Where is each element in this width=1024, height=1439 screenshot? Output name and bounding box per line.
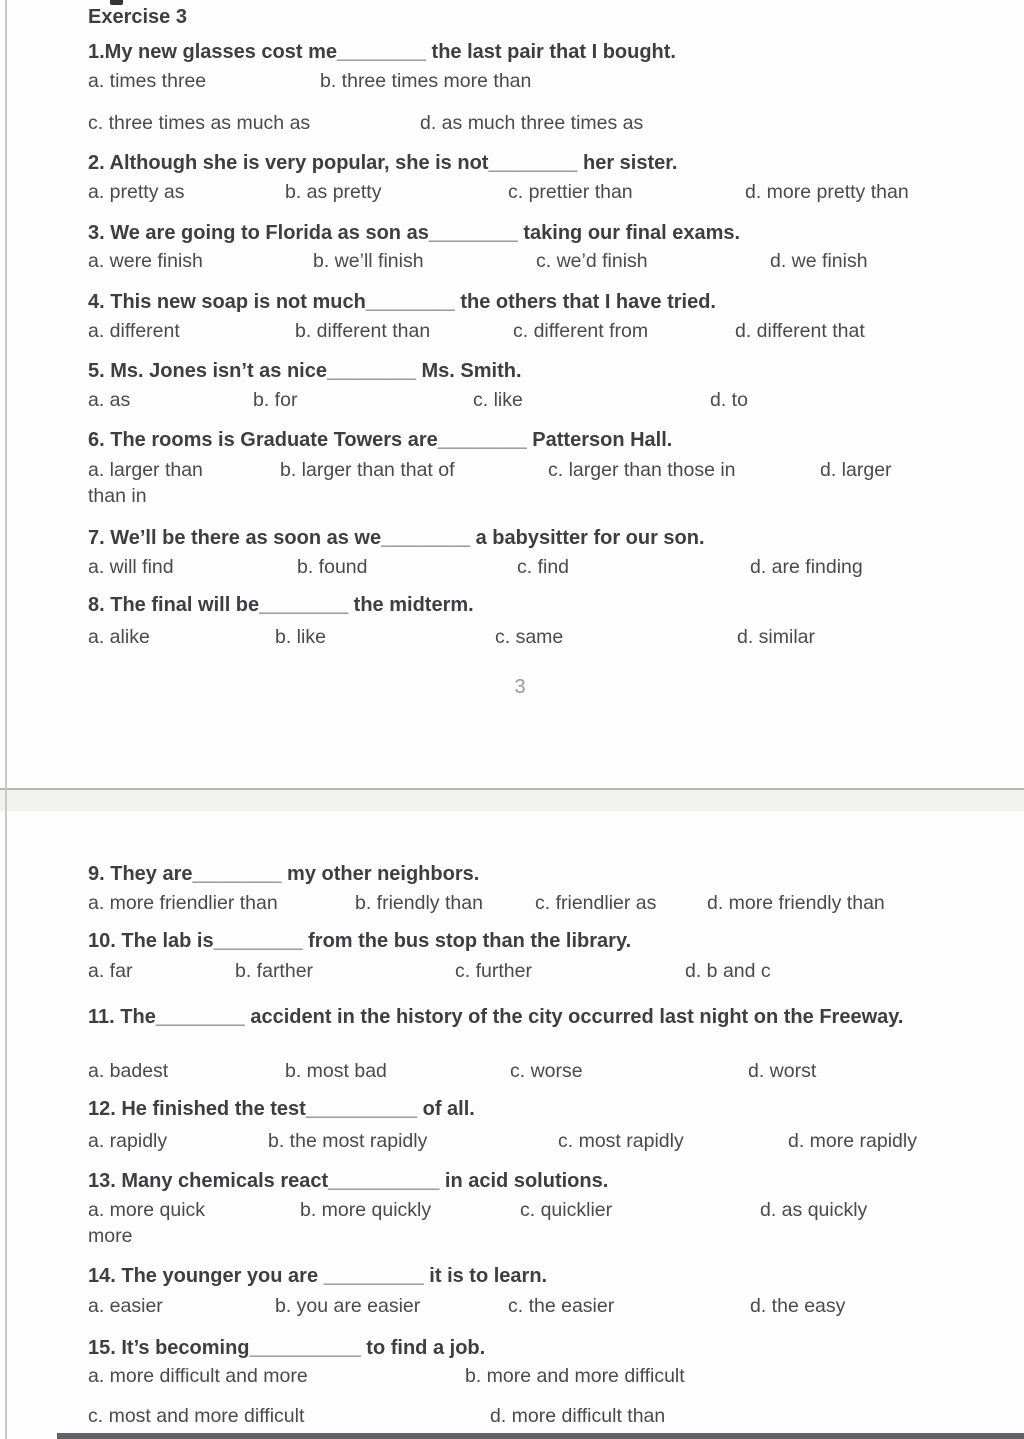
option-a: a. as — [88, 389, 131, 411]
option-d: d. to — [710, 389, 748, 411]
question-5-options — [88, 389, 1024, 415]
option-a: a. far — [88, 960, 133, 982]
option-d: d. more pretty than — [745, 181, 909, 203]
next-page-edge — [57, 1433, 1024, 1439]
option-a: a. more friendlier than — [88, 892, 278, 914]
option-d: d. we finish — [770, 250, 868, 272]
option-c: c. further — [455, 960, 532, 982]
option-c: c. most rapidly — [558, 1130, 684, 1152]
option-c: c. three times as much as — [88, 112, 311, 134]
question-11-text: 11. The________ accident in the history of the city occurred last night on the Freeway. — [88, 1006, 904, 1028]
option-b: b. friendly than — [355, 892, 483, 914]
question-15-text: 15. It’s becoming__________ to find a job. — [88, 1337, 486, 1359]
option-c: c. like — [473, 389, 523, 411]
question-2-text: 2. Although she is very popular, she is not________ her sister. — [88, 152, 678, 174]
option-a: a. different — [88, 320, 180, 342]
option-a: a. times three — [88, 70, 207, 92]
option-d: d. larger — [820, 459, 892, 481]
question-13-options — [88, 1199, 1024, 1225]
question-15-options-row-1 — [88, 1365, 1024, 1391]
question-1-text: 1.My new glasses cost me________ the last pair that I bought. — [88, 41, 676, 63]
question-14-options — [88, 1295, 1024, 1321]
option-c: c. prettier than — [508, 181, 633, 203]
question-15-options-row-2 — [88, 1405, 1024, 1431]
option-a: a. will find — [88, 556, 174, 578]
question-8-options — [88, 626, 1024, 652]
option-d: d. are finding — [750, 556, 863, 578]
question-3-options — [88, 250, 1024, 276]
option-c: c. quicklier — [520, 1199, 613, 1221]
question-12-text: 12. He finished the test__________ of all. — [88, 1098, 475, 1120]
option-d: d. as much three times as — [420, 112, 644, 134]
option-b: b. more quickly — [300, 1199, 432, 1221]
question-1-options-row-2 — [88, 112, 1024, 138]
option-a: a. rapidly — [88, 1130, 168, 1152]
option-b: b. different than — [295, 320, 431, 342]
question-13-option-d-continuation: more — [88, 1225, 133, 1247]
option-d: d. the easy — [750, 1295, 846, 1317]
option-c: c. most and more difficult — [88, 1405, 305, 1427]
question-9-options — [88, 892, 1024, 918]
page-left-edge — [5, 0, 7, 1439]
option-b: b. larger than that of — [280, 459, 455, 481]
option-a: a. badest — [88, 1060, 169, 1082]
option-a: a. more quick — [88, 1199, 206, 1221]
option-a: a. more difficult and more — [88, 1365, 308, 1387]
question-6-text: 6. The rooms is Graduate Towers are________ Patterson Hall. — [88, 429, 673, 451]
option-b: b. farther — [235, 960, 314, 982]
option-b: b. as pretty — [285, 181, 382, 203]
option-a: a. pretty as — [88, 181, 185, 203]
option-a: a. alike — [88, 626, 150, 648]
option-b: b. found — [297, 556, 368, 578]
option-b: b. for — [253, 389, 298, 411]
option-d: d. similar — [737, 626, 816, 648]
option-d: d. worst — [748, 1060, 817, 1082]
page-gap — [0, 788, 1024, 813]
option-c: c. worse — [510, 1060, 583, 1082]
question-3-text: 3. We are going to Florida as son as________ taking our final exams. — [88, 222, 741, 244]
option-b: b. the most rapidly — [268, 1130, 428, 1152]
option-c: c. the easier — [508, 1295, 615, 1317]
question-4-options — [88, 320, 1024, 346]
question-13-text: 13. Many chemicals react__________ in acid solutions. — [88, 1170, 609, 1192]
option-c: c. we’d finish — [536, 250, 648, 272]
question-1-options-row-1 — [88, 70, 1024, 96]
option-b: b. more and more difficult — [465, 1365, 685, 1387]
page-number: 3 — [514, 676, 526, 698]
option-b: b. you are easier — [275, 1295, 421, 1317]
option-c: c. different from — [513, 320, 649, 342]
question-9-text: 9. They are________ my other neighbors. — [88, 863, 480, 885]
option-b: b. most bad — [285, 1060, 387, 1082]
question-7-options — [88, 556, 1024, 582]
question-10-options — [88, 960, 1024, 986]
option-b: b. we’ll finish — [313, 250, 424, 272]
question-4-text: 4. This new soap is not much________ the others that I have tried. — [88, 291, 716, 313]
question-2-options — [88, 181, 1024, 207]
option-c: c. friendlier as — [535, 892, 657, 914]
option-d: d. different that — [735, 320, 865, 342]
question-7-text: 7. We’ll be there as soon as we________ a babysitter for our son. — [88, 527, 705, 549]
option-d: d. more friendly than — [707, 892, 885, 914]
option-c: c. find — [517, 556, 570, 578]
question-6-options — [88, 459, 1024, 485]
question-5-text: 5. Ms. Jones isn’t as nice________ Ms. Smith. — [88, 360, 522, 382]
exercise-title: Exercise 3 — [88, 6, 187, 28]
page-top-artifact — [110, 0, 123, 5]
question-6-option-d-continuation: than in — [88, 485, 147, 507]
option-b: b. three times more than — [320, 70, 532, 92]
option-c: c. larger than those in — [548, 459, 736, 481]
option-a: a. easier — [88, 1295, 163, 1317]
worksheet-page-2 — [0, 811, 1024, 1439]
question-14-text: 14. The younger you are _________ it is to learn. — [88, 1265, 548, 1287]
option-d: d. as quickly — [760, 1199, 868, 1221]
question-10-text: 10. The lab is________ from the bus stop than the library. — [88, 930, 632, 952]
question-8-text: 8. The final will be________ the midterm. — [88, 594, 474, 616]
option-d: d. b and c — [685, 960, 771, 982]
question-12-options — [88, 1130, 1024, 1156]
option-b: b. like — [275, 626, 326, 648]
option-d: d. more difficult than — [490, 1405, 666, 1427]
option-c: c. same — [495, 626, 564, 648]
option-a: a. were finish — [88, 250, 203, 272]
question-11-options — [88, 1060, 1024, 1086]
option-a: a. larger than — [88, 459, 203, 481]
option-d: d. more rapidly — [788, 1130, 917, 1152]
